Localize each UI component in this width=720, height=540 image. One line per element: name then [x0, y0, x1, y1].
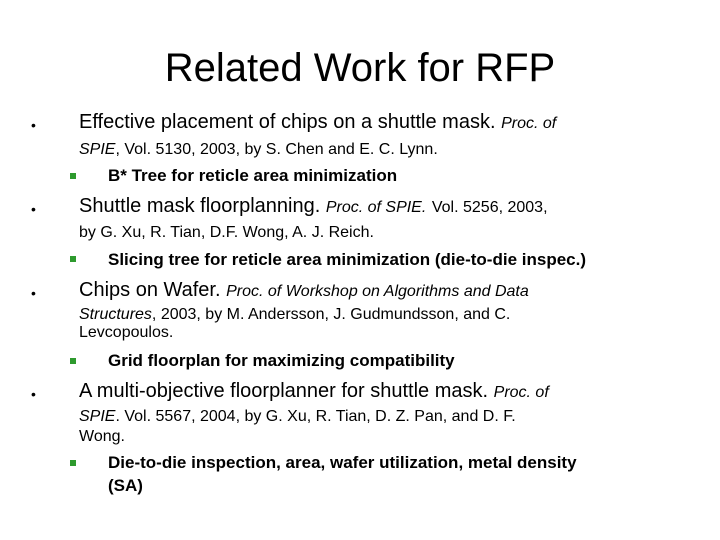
reference-1-continuation: [79, 141, 679, 158]
reference-2-continuation: by G. Xu, R. Tian, D.F. Wong, A. J. Reich.: [79, 224, 374, 241]
square-bullet-icon: [70, 460, 76, 466]
reference-1-venue: Proc. of: [501, 115, 557, 132]
slide-title: Related Work for RFP: [164, 46, 556, 90]
reference-3-note: Grid floorplan for maximizing compatibility: [108, 351, 455, 370]
reference-2: [79, 195, 679, 219]
reference-1-note: B* Tree for reticle area minimization: [108, 166, 398, 185]
bullet-dot-icon: •: [31, 117, 36, 133]
reference-2-title: Shuttle mask floorplanning.: [79, 195, 321, 217]
bullet-dot-icon: •: [31, 285, 36, 301]
reference-2-note: Slicing tree for reticle area minimization (die-to-die inspec.): [108, 250, 586, 269]
reference-3-venue: Proc. of Workshop on Algorithms and Data: [226, 283, 529, 300]
bullet-dot-icon: •: [31, 201, 36, 217]
reference-4-title: A multi-objective floorplanner for shuttle mask.: [79, 380, 489, 402]
reference-4: [79, 380, 679, 404]
reference-3-venue-2: Structures: [79, 306, 152, 323]
reference-4-note-2: (SA): [108, 476, 143, 495]
reference-4-continuation-2: Wong.: [79, 428, 125, 445]
reference-3-details: , 2003, by M. Andersson, J. Gudmundsson, and C.: [151, 306, 511, 323]
reference-4-details: . Vol. 5567, 2004, by G. Xu, R. Tian, D. Z. Pan, and D. F.: [115, 408, 516, 425]
reference-1-venue-2: SPIE: [79, 141, 116, 158]
reference-1-title: Effective placement of chips on a shuttle mask.: [79, 111, 496, 133]
reference-3-continuation: [79, 306, 679, 323]
bullet-dot-icon: •: [31, 386, 36, 402]
reference-3-continuation-2: Levcopoulos.: [79, 324, 174, 341]
reference-4-venue: Proc. of: [493, 384, 549, 401]
reference-4-continuation: [79, 408, 679, 425]
square-bullet-icon: [70, 173, 76, 179]
reference-4-note: Die-to-die inspection, area, wafer utilization, metal density: [108, 453, 577, 472]
reference-2-details: Vol. 5256, 2003,: [431, 199, 548, 216]
reference-3: [79, 279, 679, 303]
square-bullet-icon: [70, 256, 76, 262]
reference-4-venue-2: SPIE: [79, 408, 116, 425]
reference-2-venue: Proc. of SPIE.: [325, 199, 427, 216]
reference-3-title: Chips on Wafer.: [79, 279, 221, 301]
reference-1: [79, 111, 679, 135]
reference-1-details: , Vol. 5130, 2003, by S. Chen and E. C. Lynn.: [115, 141, 438, 158]
square-bullet-icon: [70, 358, 76, 364]
